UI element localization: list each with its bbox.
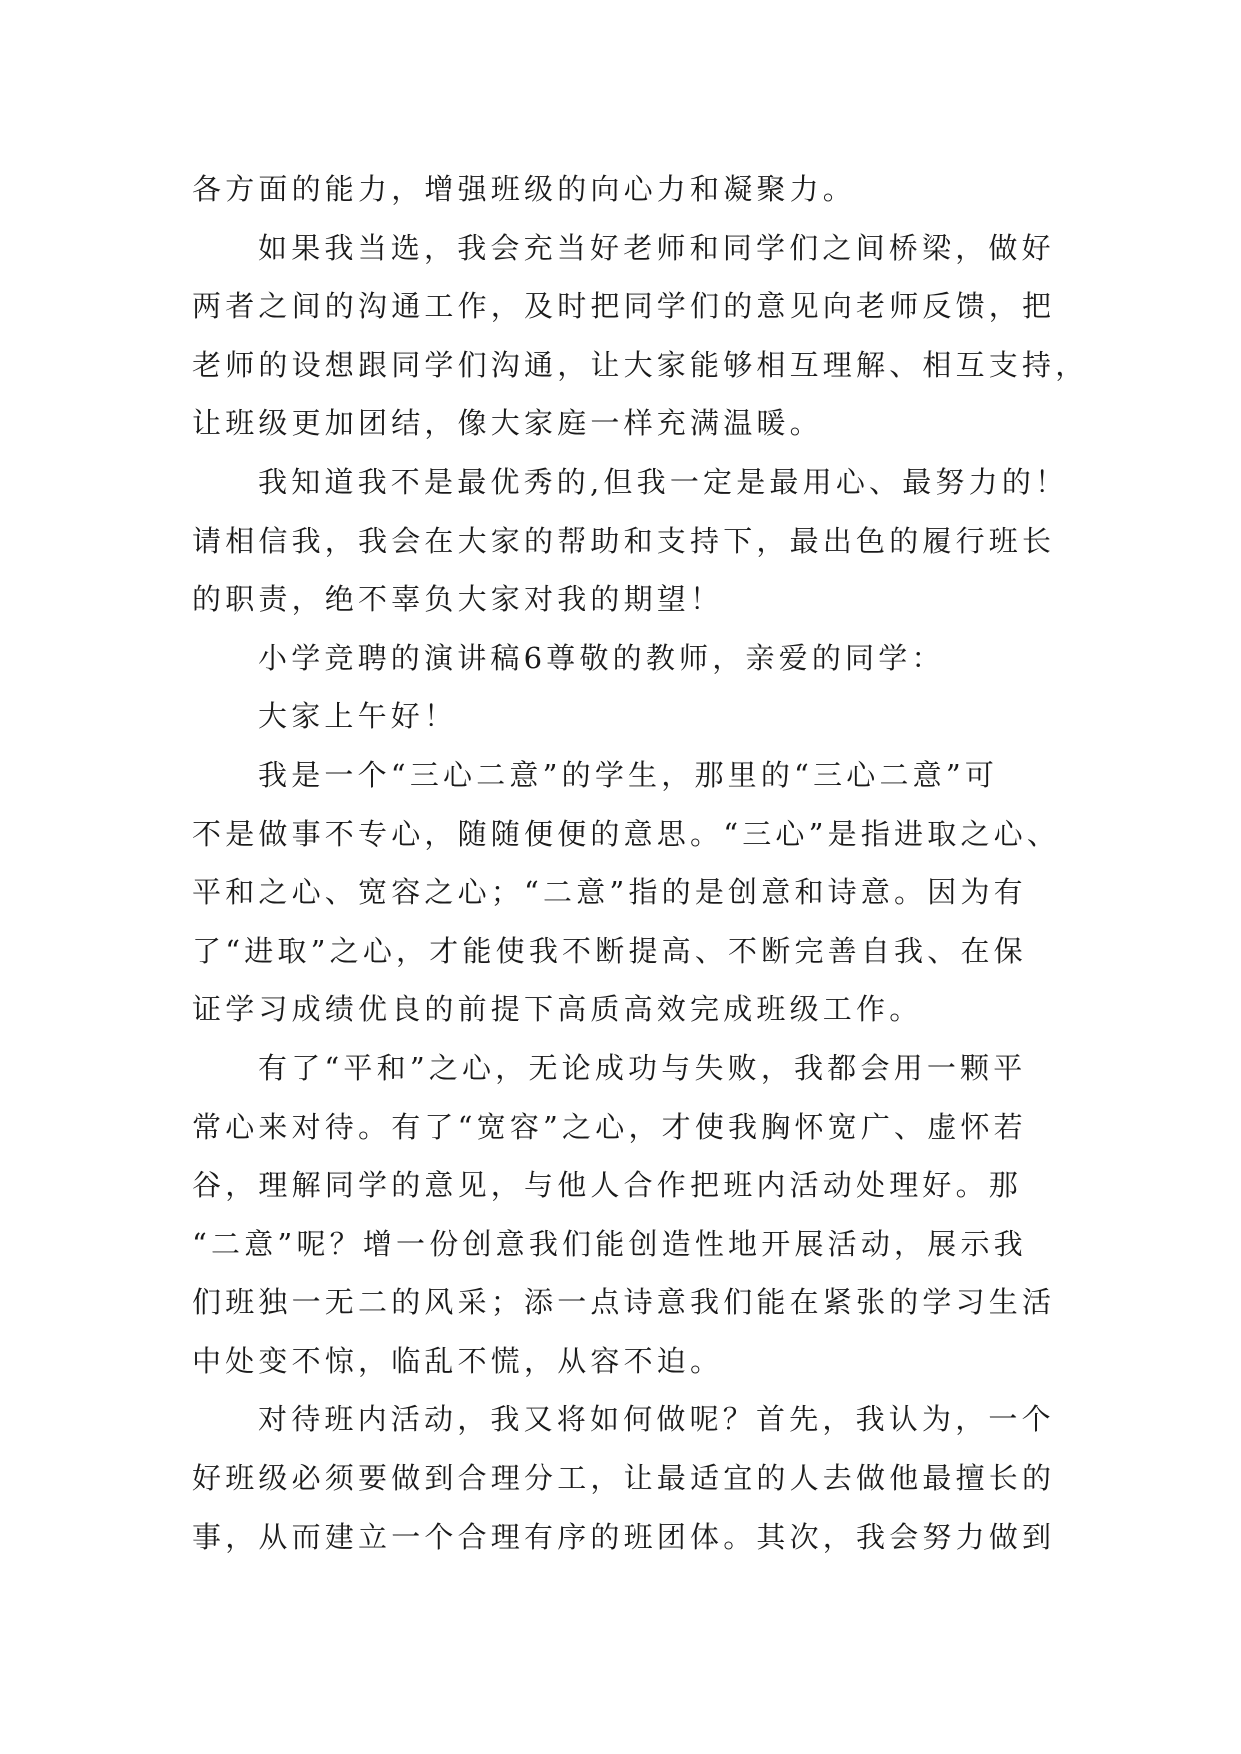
text-line: 中处变不惊，临乱不慌，从容不迫。 <box>192 1343 724 1378</box>
text-line: 各方面的能力，增强班级的向心力和凝聚力。 <box>192 172 857 206</box>
text-line: 的职责，绝不辜负大家对我的期望！ <box>192 582 724 617</box>
text-line: 如果我当选，我会充当好老师和同学们之间桥梁，做好 <box>258 230 1055 265</box>
text-line: 大家上午好！ <box>258 699 458 734</box>
text-line: 小学竞聘的演讲稿6尊敬的教师，亲爱的同学： <box>258 640 945 675</box>
text-line: 老师的设想跟同学们沟通，让大家能够相互理解、相互支持， <box>192 347 1089 382</box>
text-line: 有了“平和”之心，无论成功与失败，我都会用一颗平 <box>258 1050 1027 1085</box>
text-line: 事，从而建立一个合理有序的班团体。其次，我会努力做到 <box>192 1519 1056 1554</box>
text-line: “二意”呢？增一份创意我们能创造性地开展活动，展示我 <box>192 1226 1027 1261</box>
text-line: 平和之心、宽容之心；“二意”指的是创意和诗意。因为有 <box>192 875 1027 910</box>
text-line: 了“进取”之心，才能使我不断提高、不断完善自我、在保 <box>192 933 1027 968</box>
text-line: 好班级必须要做到合理分工，让最适宜的人去做他最擅长的 <box>192 1461 1056 1496</box>
text-line: 两者之间的沟通工作，及时把同学们的意见向老师反馈，把 <box>192 289 1056 324</box>
text-line: 证学习成绩优良的前提下高质高效完成班级工作。 <box>192 992 923 1027</box>
text-line: 常心来对待。有了“宽容”之心，才使我胸怀宽广、虚怀若 <box>192 1109 1027 1144</box>
text-line: 对待班内活动，我又将如何做呢？首先，我认为，一个 <box>258 1402 1055 1437</box>
text-line: 请相信我，我会在大家的帮助和支持下，最出色的履行班长 <box>192 523 1056 558</box>
text-line: 们班独一无二的风采；添一点诗意我们能在紧张的学习生活 <box>192 1285 1056 1320</box>
text-line: 我知道我不是最优秀的,但我一定是最用心、最努力的！ <box>258 464 1069 499</box>
text-line: 不是做事不专心，随随便便的意思。“三心”是指进取之心、 <box>192 816 1061 851</box>
text-line: 我是一个“三心二意”的学生，那里的“三心二意”可 <box>258 757 999 792</box>
document-body <box>192 160 1089 1566</box>
text-line: 谷，理解同学的意见，与他人合作把班内活动处理好。那 <box>192 1168 1023 1203</box>
text-line: 让班级更加团结，像大家庭一样充满温暖。 <box>192 406 823 441</box>
